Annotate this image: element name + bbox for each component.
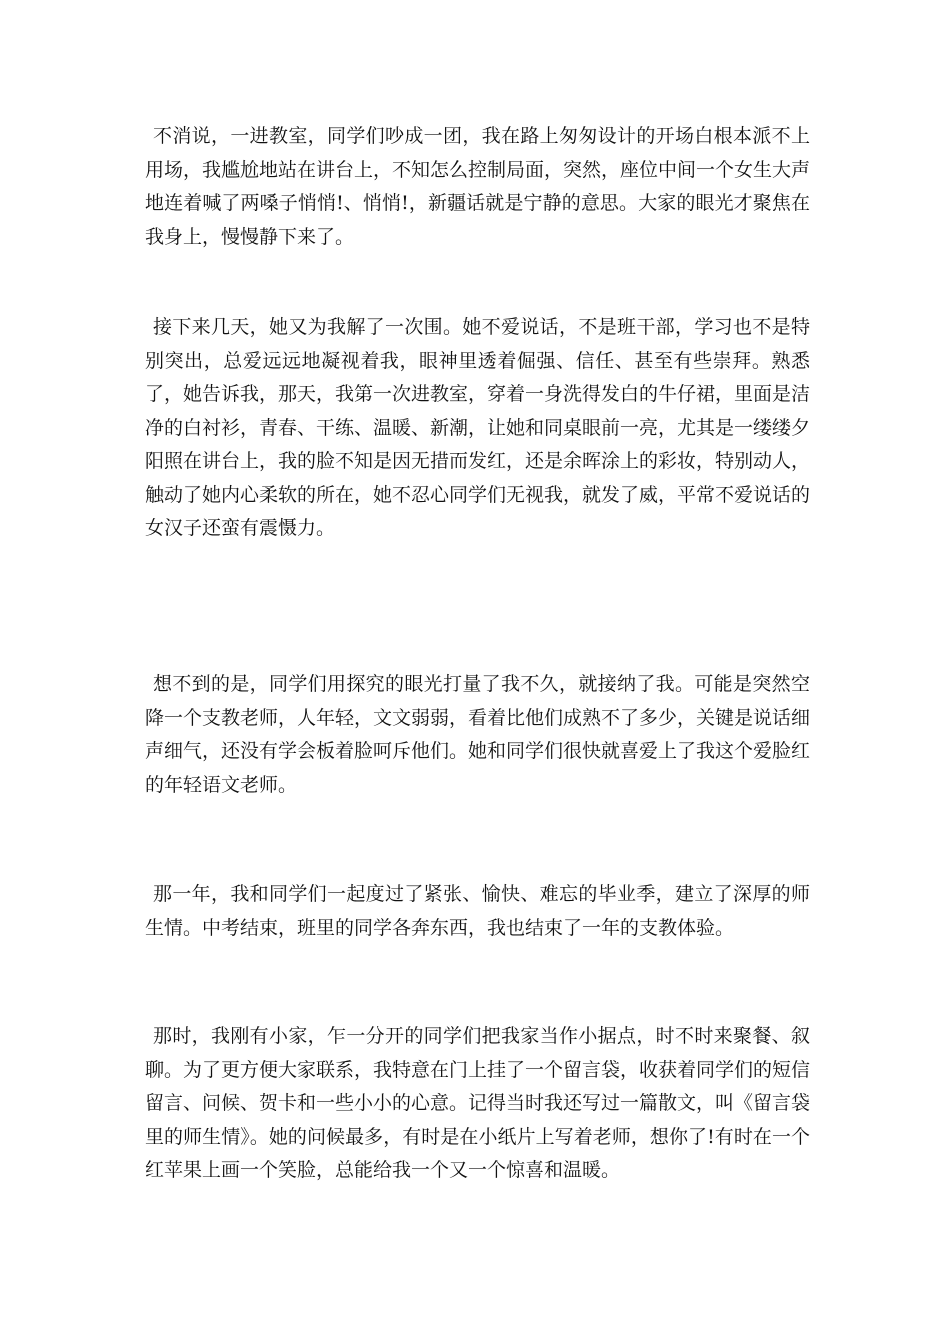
paragraph-1: 不消说，一进教室，同学们吵成一团，我在路上匆匆设计的开场白根本派不上用场，我尴尬地站在讲台上，不知怎么控制局面，突然，座位中间一个女生大声地连着喊了两嗓子悄悄!、悄悄!，新疆话就是宁静的意思。大家的眼光才聚焦在我身上，慢慢静下来了。 [145, 125, 811, 248]
paragraph-4: 那一年，我和同学们一起度过了紧张、愉快、难忘的毕业季，建立了深厚的师生情。中考结束，班里的同学各奔东西，我也结束了一年的支教体验。 [145, 883, 810, 939]
paragraph-2: 接下来几天，她又为我解了一次围。她不爱说话，不是班干部，学习也不是特别突出，总爱远远地凝视着我，眼神里透着倔强、信任、甚至有些崇拜。熟悉了，她告诉我，那天，我第一次进教室，穿着一身洗得发白的牛仔裙，里面是洁净的白衬衫，青春、干练、温暖、新潮，让她和同桌眼前一亮，尤其是一缕缕夕阳照在讲台上，我的脸不知是因无措而发红，还是余晖涂上的彩妆，特别动人，触动了她内心柔软的所在，她不忍心同学们无视我，就发了威，平常不爱说话的女汉子还蛮有震慑力。 [145, 316, 811, 539]
paragraph-5: 那时，我刚有小家，乍一分开的同学们把我家当作小据点，时不时来聚餐、叙聊。为了更方便大家联系，我特意在门上挂了一个留言袋，收获着同学们的短信留言、问候、贺卡和一些小小的心意。记得当时我还写过一篇散文，叫《留言袋里的师生情》。她的问候最多，有时是在小纸片上写着老师，想你了!有时在一个红苹果上画一个笑脸，总能给我一个又一个惊喜和温暖。 [145, 1025, 811, 1181]
paragraph-3: 想不到的是，同学们用探究的眼光打量了我不久，就接纳了我。可能是突然空降一个支教老师，人年轻，文文弱弱，看着比他们成熟不了多少，关键是说话细声细气，还没有学会板着脸呵斥他们。她和同学们很快就喜爱上了我这个爱脸红的年轻语文老师。 [145, 673, 811, 796]
